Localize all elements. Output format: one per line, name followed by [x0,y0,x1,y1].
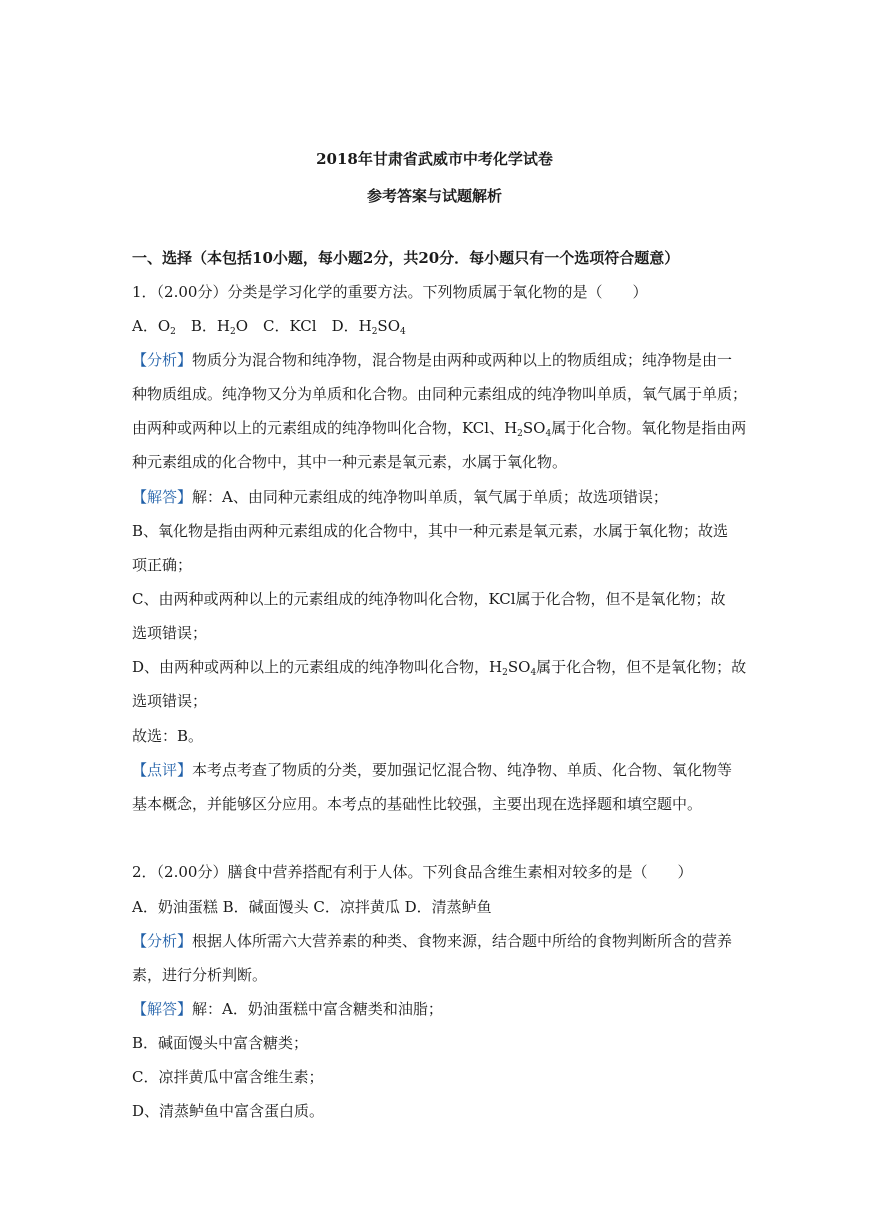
analysis-line: 种元素组成的化合物中，其中一种元素是氧元素，水属于氧化物。 [132,453,568,471]
question-1-analysis: 【分析】物质分为混合物和纯净物，混合物是由两种或两种以上的物质组成；纯净物是由一 [132,351,733,369]
question-2-answer: 【解答】解：A．奶油蛋糕中富含糖类和油脂； [132,1000,443,1018]
question-1-stem: 1．（2.00分）分类是学习化学的重要方法。下列物质属于氧化物的是（ ） [132,283,648,301]
question-1-options: A．$O_2$ B．$H_2O$ C．KCl D．$H_2SO_4$ [132,317,406,337]
answer-line: B、氧化物是指由两种元素组成的化合物中，其中一种元素是氧元素，水属于氧化物；故选 [132,522,729,540]
answer-line: 项正确； [132,556,193,574]
answer-line: C、由两种或两种以上的元素组成的纯净物叫化合物，KCl属于化合物，但不是氧化物；故 [132,590,726,608]
document-title: 2018年甘肃省武威市中考化学试卷 [316,150,553,168]
answer-line: 故选：B。 [132,727,204,745]
question-1-comment: 【点评】本考点考查了物质的分类，要加强记忆混合物、纯净物、单质、化合物、氧化物等 [132,761,733,779]
answer-line: 选项错误； [132,624,208,642]
answer-tag: 【解答】 [132,1000,193,1018]
analysis-tag: 【分析】 [132,932,193,950]
analysis-line: 种物质组成。纯净物又分为单质和化合物。由同种元素组成的纯净物叫单质，氧气属于单质； [132,385,748,403]
answer-line: D、由两种或两种以上的元素组成的纯净物叫化合物，$H_2SO_4$属于化合物，但不是氧化物；故 [132,658,747,678]
section-heading: 一、选择（本包括10小题，每小题2分，共20分．每小题只有一个选项符合题意） [132,249,680,267]
answer-line: C．凉拌黄瓜中富含维生素； [132,1068,324,1086]
analysis-line: 由两种或两种以上的元素组成的纯净物叫化合物，KCl、$H_2SO_4$属于化合物。氧化物是指由两 [132,419,747,439]
comment-tag: 【点评】 [132,761,193,779]
analysis-line: 素，进行分析判断。 [132,966,268,984]
analysis-tag: 【分析】 [132,351,193,369]
answer-line: D、清蒸鲈鱼中富含蛋白质。 [132,1102,325,1120]
answer-line: B．碱面馒头中富含糖类； [132,1034,309,1052]
comment-line: 基本概念，并能够区分应用。本考点的基础性比较强，主要出现在选择题和填空题中。 [132,795,703,813]
question-2-options: A．奶油蛋糕 B．碱面馒头 C．凉拌黄瓜 D．清蒸鲈鱼 [132,898,492,916]
question-2-analysis: 【分析】根据人体所需六大营养素的种类、食物来源，结合题中所给的食物判断所含的营养 [132,932,733,950]
document-subtitle: 参考答案与试题解析 [366,187,502,205]
answer-tag: 【解答】 [132,488,193,506]
question-1-answer: 【解答】解：A、由同种元素组成的纯净物叫单质，氧气属于单质；故选项错误； [132,488,668,506]
question-2-stem: 2．（2.00分）膳食中营养搭配有利于人体。下列食品含维生素相对较多的是（ ） [132,863,693,881]
answer-line: 选项错误； [132,692,208,710]
